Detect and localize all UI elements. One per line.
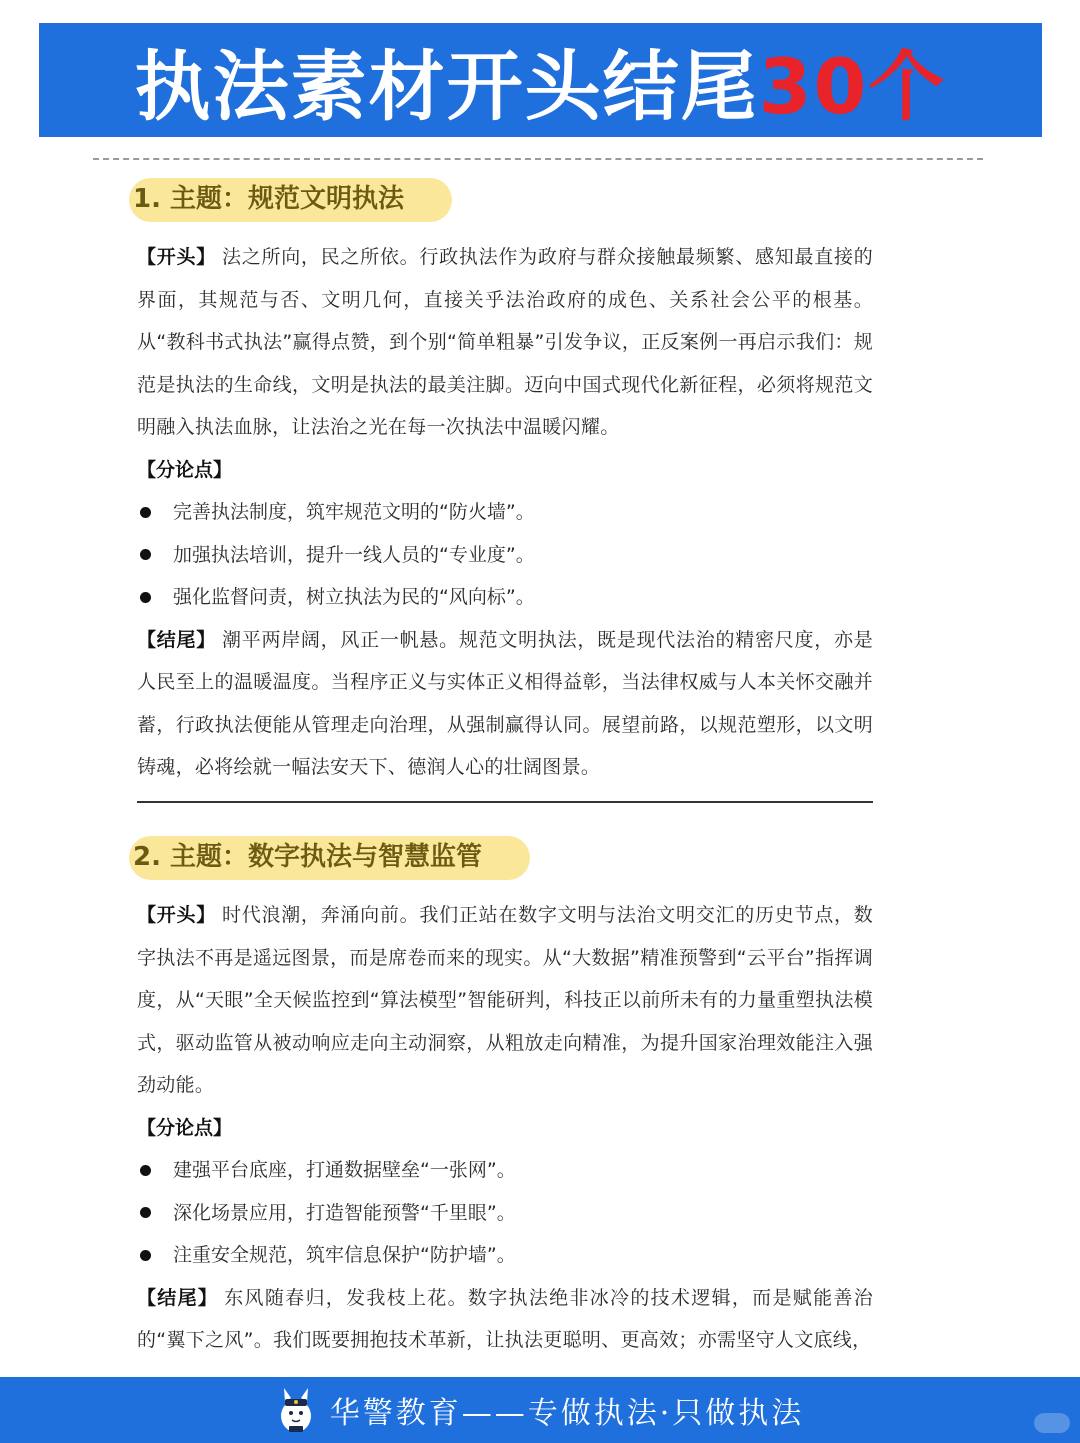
ending-paragraph [137, 619, 873, 789]
bullet-icon [140, 507, 151, 518]
ending-tag: 【结尾】 [137, 628, 216, 651]
section-1 [133, 178, 873, 803]
ending-text: 东风随春归，发我枝上花。数字执法绝非冰冷的技术逻辑，而是赋能善治的“翼下之风”。我们既要拥抱技术革新，让执法更聪明、更高效；亦需坚守人文底线， [137, 1286, 874, 1351]
topic-heading [129, 836, 530, 880]
point-text: 完善执法制度，筑牢规范文明的“防火墙”。 [173, 501, 535, 523]
list-item [137, 576, 873, 619]
topic-heading-text: 1. 主题：规范文明执法 [133, 184, 405, 214]
opening-tag: 【开头】 [137, 904, 216, 926]
point-text: 加强执法培训，提升一线人员的“专业度”。 [173, 543, 535, 566]
points-heading: 【分论点】 [137, 1116, 233, 1139]
footer-bar [0, 1377, 1080, 1443]
list-item [137, 534, 873, 577]
page-title [135, 26, 947, 135]
page-title-main: 执法素材开头结尾 [134, 41, 759, 131]
opening-paragraph [137, 894, 873, 1107]
title-banner [39, 23, 1042, 137]
list-item [137, 1234, 873, 1277]
point-text: 深化场景应用，打造智能预警“千里眼”。 [173, 1201, 516, 1224]
bullet-icon [140, 592, 151, 603]
dashed-divider [93, 158, 983, 160]
list-item [137, 491, 873, 534]
bullet-icon [140, 549, 151, 560]
topic-heading-text: 2. 主题：数字执法与智慧监管 [133, 842, 483, 872]
opening-paragraph [137, 236, 873, 449]
footer-slogan: 华警教育——专做执法·只做执法 [329, 1396, 805, 1431]
watermark-badge [1034, 1413, 1070, 1433]
ending-text: 潮平两岸阔，风正一帆悬。规范文明执法，既是现代法治的精密尺度，亦是人民至上的温暖温度。当程序正义与实体正义相得益彰，当法律权威与人本关怀交融并蓄，行政执法便能从管理走向治理，从强制赢得认同。展望前路，以规范塑形，以文明铸魂，必将绘就一幅法安天下、德润人心的壮阔图景。 [137, 628, 873, 778]
bullet-icon [140, 1165, 151, 1176]
topic-heading [129, 178, 452, 222]
points-heading: 【分论点】 [137, 458, 233, 481]
ending-paragraph [137, 1277, 873, 1362]
section-divider [137, 801, 873, 803]
bullet-icon [140, 1207, 151, 1218]
points-list [137, 1149, 873, 1277]
points-list [137, 491, 873, 619]
point-text: 强化监督问责，树立执法为民的“风向标”。 [173, 586, 535, 608]
page-title-count: 30个 [758, 41, 947, 131]
opening-text: 时代浪潮，奔涌向前。我们正站在数字文明与法治文明交汇的历史节点，数字执法不再是遥远图景，而是席卷而来的现实。从“大数据”精准预警到“云平台”指挥调度，从“天眼”全天候监控到“算法模型”智能研判，科技正以前所未有的力量重塑执法模式，驱动监管从被动响应走向主动洞察，从粗放走向精准，为提升国家治理效能注入强劲动能。 [137, 904, 873, 1096]
point-text: 注重安全规范，筑牢信息保护“防护墙”。 [173, 1244, 516, 1266]
list-item [137, 1192, 873, 1235]
opening-tag: 【开头】 [137, 246, 216, 268]
police-mascot-icon [276, 1386, 316, 1434]
section-2 [133, 836, 874, 1362]
point-text: 建强平台底座，打通数据壁垒“一张网”。 [173, 1159, 516, 1181]
opening-text: 法之所向，民之所依。行政执法作为政府与群众接触最频繁、感知最直接的界面，其规范与否、文明几何，直接关乎法治政府的成色、关系社会公平的根基。从“教科书式执法”赢得点赞，到个别“简单粗暴”引发争议，正反案例一再启示我们：规范是执法的生命线，文明是执法的最美注脚。迈向中国式现代化新征程，必须将规范文明融入执法血脉，让法治之光在每一次执法中温暖闪耀。 [137, 246, 873, 438]
list-item [137, 1149, 873, 1192]
ending-tag: 【结尾】 [137, 1286, 219, 1309]
bullet-icon [140, 1250, 151, 1261]
